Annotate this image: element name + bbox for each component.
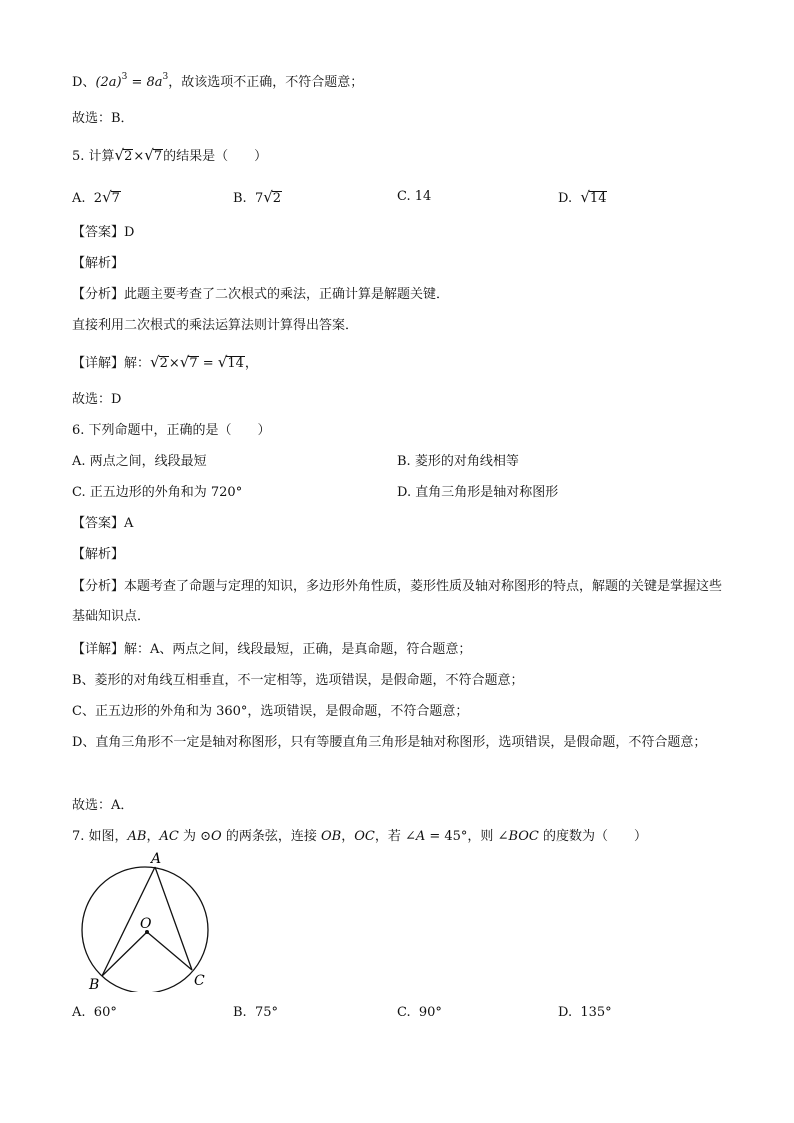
q5-option-a: A. 2√7	[72, 188, 120, 206]
q6-detail-c: C、正五边形的外角和为 360°，选项错误，是假命题，不符合题意；	[72, 704, 469, 719]
q6-option-b: B. 菱形的对角线相等	[397, 454, 519, 469]
q5-option-c: C. 14	[397, 189, 432, 204]
label-c: C	[194, 973, 205, 989]
q5-jiexi-heading: 【解析】	[72, 256, 125, 271]
q7-option-b: B. 75°	[233, 1005, 278, 1020]
q6-analysis: 【分析】本题考查了命题与定理的知识，多边形外角性质，菱形性质及轴对称图形的特点，解题的关键是掌握这些基础知识点．	[72, 579, 723, 624]
q6-choice: 故选：A．	[72, 798, 134, 813]
q6-stem: 6. 下列命题中，正确的是（ ）	[72, 423, 271, 438]
q5-stem: 5. 计算√2×√7的结果是（ ）	[72, 146, 268, 164]
q6-answer: 【答案】A	[72, 516, 134, 531]
q6-detail-d: D、直角三角形不一定是轴对称图形，只有等腰直角三角形是轴对称图形，选项错误，是假命题，不符合题意；	[72, 735, 707, 750]
q5-analysis: 【分析】此题主要考查了二次根式的乘法，正确计算是解题关键．	[72, 287, 450, 302]
label-o: O	[140, 916, 152, 932]
q5-option-b: B. 7√2	[233, 188, 282, 206]
q7-option-d: D. 135°	[558, 1005, 612, 1020]
q7-circle-figure	[78, 852, 218, 996]
q5-detail: 【详解】解：√2×√7 = √14，	[72, 353, 258, 371]
q4-option-d-explanation: D、$(2a)^3 = 8a^3$，故该选项不正确，不符合题意；	[72, 72, 364, 90]
q5-choice: 故选：D	[72, 392, 122, 407]
q6-detail-b: B、菱形的对角线互相垂直，不一定相等，选项错误，是假命题，不符合题意；	[72, 673, 524, 688]
q5-answer: 【答案】D	[72, 225, 135, 240]
q7-option-c: C. 90°	[397, 1005, 442, 1020]
q6-option-d: D. 直角三角形是轴对称图形	[397, 485, 559, 500]
q5-option-d: D. √14	[558, 188, 607, 206]
label-a: A	[151, 852, 162, 867]
label-b: B	[89, 977, 100, 992]
q6-option-a: A. 两点之间，线段最短	[72, 454, 207, 469]
q7-option-a: A. 60°	[72, 1005, 117, 1020]
q4-choice: 故选：B．	[72, 111, 134, 126]
q6-option-c: C. 正五边形的外角和为 720°	[72, 485, 243, 500]
q6-detail-a: 【详解】解：A、两点之间，线段最短，正确，是真命题，符合题意；	[72, 642, 472, 657]
q7-figure-svg	[78, 852, 218, 992]
q6-jiexi-heading: 【解析】	[72, 547, 125, 562]
segment-ob	[102, 932, 147, 976]
q5-analysis-2: 直接利用二次根式的乘法运算法则计算得出答案．	[72, 318, 359, 333]
q7-stem: 7. 如图，AB，AC 为 ⊙O 的两条弦，连接 OB，OC，若 ∠A = 45°，则 ∠BOC 的度数为（ ）	[72, 829, 648, 844]
